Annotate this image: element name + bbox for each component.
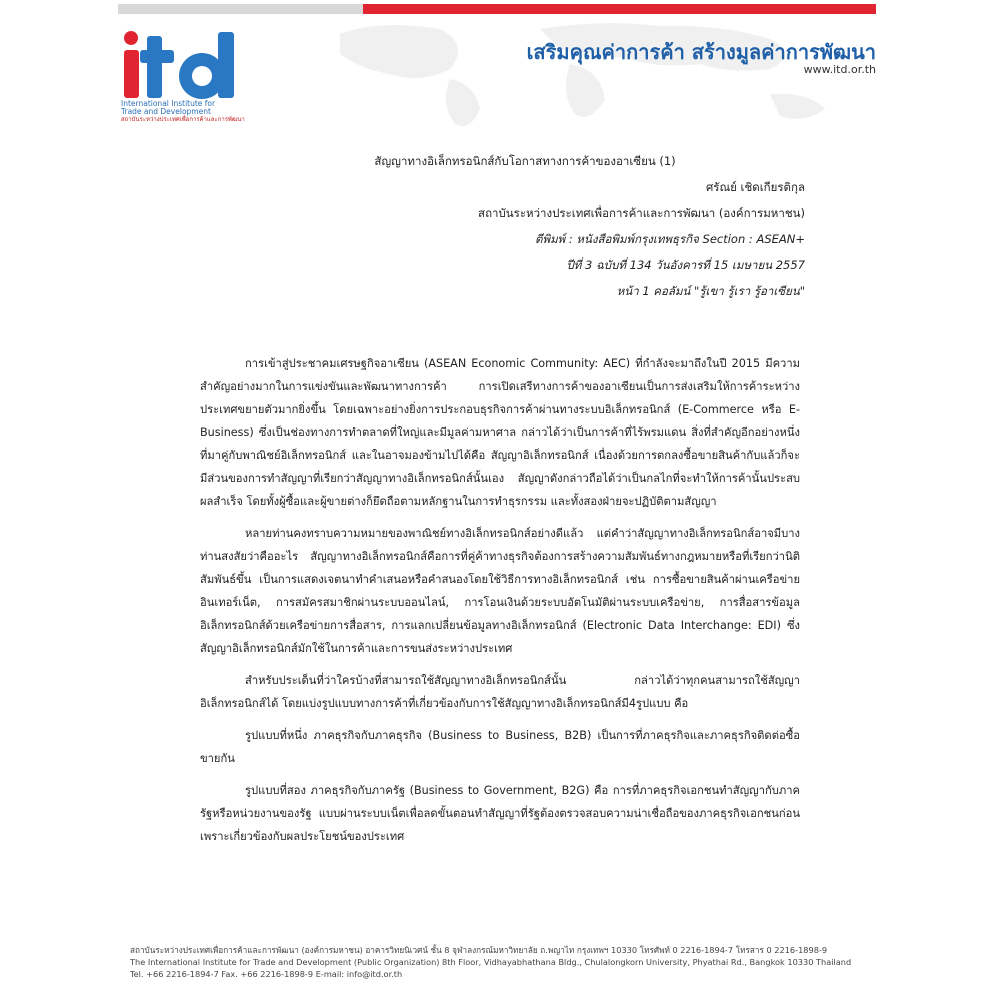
footer-address-english: The International Institute for Trade and Development (Public Organization) 8th Floor, Vidhayabhathana Bldg., Chulalongkorn University, Phyathai Rd., Bangkok 10330 Thailand (130, 957, 852, 967)
logo-name-line1: International Institute for (121, 99, 216, 108)
body-paragraph: หลายท่านคงทราบความหมายของพาณิชย์ทางอิเล็กทรอนิกส์อย่างดีแล้ว แต่คำว่าสัญญาทางอิเล็กทรอนิกส์อาจมีบางท่านสงสัยว่าคืออะไร สัญญาทางอิเล็กทรอนิกส์คือการที่คู่ค้าทางธุรกิจต้องการสร้างความสัมพันธ์ทางกฎหมายหรือที่เรียกว่านิติสัมพันธ์ขึ้น เป็นการแสดงเจตนาทำคำเสนอหรือคำสนองโดยใช้วิธีการทางอิเล็กทรอนิกส์ เช่น การซื้อขายสินค้าผ่านเครือข่ายอินเทอร์เน็ต, การสมัครสมาชิกผ่านระบบออนไลน์, การโอนเงินด้วยระบบอัตโนมัติผ่านระบบเครือข่าย, การสื่อสารข้อมูลอิเล็กทรอนิกส์ด้วยเครือข่ายการสื่อสาร, การแลกเปลี่ยนข้อมูลทางอิเล็กทรอนิกส์ (Electronic Data Interchange: EDI) ซึ่งสัญญาอิเล็กทรอนิกส์มักใช้ในการค้าและการขนส่งระหว่างประเทศ (200, 527, 800, 655)
article-header (120, 148, 805, 304)
article-publication: ตีพิมพ์ : หนังสือพิมพ์กรุงเทพธุรกิจ Section : ASEAN+ (535, 232, 805, 246)
logo-name-thai: สถาบันระหว่างประเทศเพื่อการค้าและการพัฒนา (121, 116, 245, 123)
footer-contact: Tel. +66 2216-1894-7 Fax. +66 2216-1898-9 E-mail: info@itd.or.th (130, 969, 403, 979)
top-bar-grey (118, 4, 363, 14)
article-issue: ปีที่ 3 ฉบับที่ 134 วันอังคารที่ 15 เมษายน 2557 (566, 258, 805, 272)
article-author: ศรัณย์ เชิดเกียรติกุล (705, 180, 805, 194)
page-footer (130, 944, 880, 980)
header-slogan: เสริมคุณค่าการค้า สร้างมูลค่าการพัฒนา (526, 40, 876, 64)
body-paragraph: การเข้าสู่ประชาคมเศรษฐกิจอาเซียน (ASEAN Economic Community: AEC) ที่กำลังจะมาถึงในปี 2015 มีความสำคัญอย่างมากในการแข่งขันและพัฒนาทางการค้า การเปิดเสรีทางการค้าของอาเซียนเป็นการส่งเสริมให้การค้าระหว่างประเทศขยายตัวมากยิ่งขึ้น โดยเฉพาะอย่างยิ่งการประกอบธุรกิจการค้าผ่านทางระบบอิเล็กทรอนิกส์ (E-Commerce หรือ E-Business) ซึ่งเป็นช่องทางการทำตลาดที่ใหญ่และมีมูลค่ามหาศาล กล่าวได้ว่าเป็นการค้าที่ไร้พรมแดน สิ่งที่สำคัญอีกอย่างหนึ่งที่มาคู่กับพาณิชย์อิเล็กทรอนิกส์ และในอาจมองข้ามไปได้คือ สัญญาอิเล็กทรอนิกส์ เนื่องด้วยการตกลงซื้อขายสินค้ากับแล้วก็จะมีส่วนของการทำสัญญาที่เรียกว่าสัญญาทางอิเล็กทรอนิกส์นั้นเอง สัญญาดังกล่าวถือได้ว่าเป็นกลไกที่จะทำให้การค้านั้นประสบผลสำเร็จ โดยทั้งผู้ซื้อและผู้ขายต่างก็ยึดถือตามหลักฐานในการทำธุรกรรม และทั้งสองฝ่ายจะปฏิบัติตามสัญญา (200, 357, 800, 508)
article-page-column: หน้า 1 คอลัมน์ "รู้เขา รู้เรา รู้อาเซียน" (616, 284, 805, 298)
body-paragraph: รูปแบบที่หนึ่ง ภาคธุรกิจกับภาคธุรกิจ (Business to Business, B2B) เป็นการที่ภาคธุรกิจและภาคธุรกิจติดต่อซื้อขายกัน (200, 729, 800, 765)
article-body (200, 352, 800, 857)
article-title: สัญญาทางอิเล็กทรอนิกส์กับโอกาสทางการค้าของอาเซียน (1) (374, 154, 676, 168)
logo-name-line2: Trade and Development (121, 107, 211, 116)
top-bar-red (363, 4, 876, 14)
article-affiliation: สถาบันระหว่างประเทศเพื่อการค้าและการพัฒนา (องค์การมหาชน) (478, 206, 805, 220)
body-paragraph: รูปแบบที่สอง ภาคธุรกิจกับภาครัฐ (Business to Government, B2G) คือ การที่ภาคธุรกิจเอกชนทำสัญญากับภาครัฐหรือหน่วยงานของรัฐ แบบผ่านระบบเน็ตเพื่อลดขั้นตอนทำสัญญาที่รัฐต้องตรวจสอบความน่าเชื่อถือของภาคธุรกิจเอกชนก่อน เพราะเกี่ยวข้องกับผลประโยชน์ของประเทศ (200, 784, 800, 843)
logo-caption (121, 100, 281, 124)
footer-address-thai: สถาบันระหว่างประเทศเพื่อการค้าและการพัฒนา (องค์การมหาชน) อาคารวิทยนิเวศน์ ชั้น 8 จุฬาลงกรณ์มหาวิทยาลัย ถ.พญาไท กรุงเทพฯ 10330 โทรศัพท์ 0 2216-1894-7 โทรสาร 0 2216-1898-9 (130, 945, 828, 955)
header-website-link[interactable]: www.itd.or.th (803, 63, 876, 76)
body-paragraph: สำหรับประเด็นที่ว่าใครบ้างที่สามารถใช้สัญญาทางอิเล็กทรอนิกส์นั้น กล่าวได้ว่าทุกคนสามารถใช้สัญญาอิเล็กทรอนิกส์ได้ โดยแบ่งรูปแบบทางการค้าที่เกี่ยวข้องกับการใช้สัญญาทางอิเล็กทรอนิกส์มี4รูปแบบ คือ (200, 674, 800, 710)
world-map-watermark (300, 14, 880, 134)
